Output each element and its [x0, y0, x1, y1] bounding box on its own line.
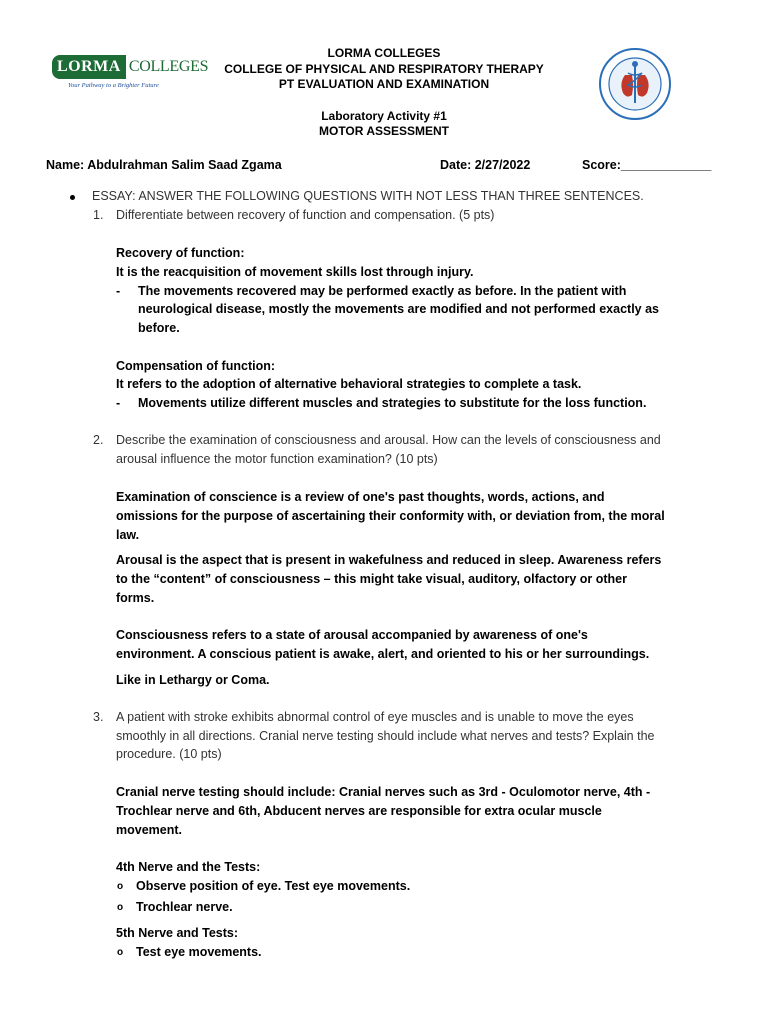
bullet-icon: [70, 195, 75, 200]
q1-recovery-point-line2: neurological disease, mostly the movements are modified and not performed exactly as: [138, 302, 659, 316]
q2-answer2-line3: forms.: [116, 591, 155, 605]
course-name: PT EVALUATION AND EXAMINATION: [278, 77, 490, 91]
q3-nerve5-bullet1: o: [117, 947, 124, 958]
school-name: LORMA COLLEGES: [327, 46, 441, 60]
q2-answer3-line2: environment. A conscious patient is awake, alert, and oriented to his or her surroundings.: [116, 647, 650, 661]
logo-tagline: Your Pathway to a Brighter Future: [68, 82, 159, 89]
q2-answer2-line2: to the “content” of consciousness – this might take visual, auditory, olfactory or other: [116, 572, 627, 586]
q1-compensation-definition: It refers to the adoption of alternative behavioral strategies to complete a task.: [116, 377, 582, 391]
q2-question-line2: arousal influence the motor function examination? (10 pts): [116, 452, 438, 466]
activity-subject: MOTOR ASSESSMENT: [318, 124, 449, 138]
q3-nerve5-heading: 5th Nerve and Tests:: [116, 926, 239, 940]
q1-recovery-definition: It is the reacquisition of movement skills lost through injury.: [116, 265, 474, 279]
q3-nerve4-bullet1: o: [117, 881, 124, 892]
q1-compensation-heading: Compensation of function:: [116, 359, 276, 373]
college-name: COLLEGE OF PHYSICAL AND RESPIRATORY THERAPY: [224, 62, 544, 76]
q1-question: Differentiate between recovery of function and compensation. (5 pts): [116, 208, 495, 222]
q1-recovery-point-line3: before.: [138, 321, 180, 335]
q3-answer1-line1: Cranial nerve testing should include: Cranial nerves such as 3rd - Oculomotor nerve, 4th -: [116, 785, 651, 799]
q2-number: 2.: [93, 433, 104, 447]
q3-nerve5-item1: Test eye movements.: [136, 945, 262, 959]
logo-colleges-text: COLLEGES: [128, 58, 209, 75]
activity-title: Laboratory Activity #1: [321, 109, 447, 123]
q1-number: 1.: [93, 208, 104, 222]
q2-answer1-line2: omissions for the purpose of ascertaining their conformity with, or deviation from, the moral: [116, 509, 665, 523]
q2-answer1-line3: law.: [116, 528, 140, 542]
q3-nerve4-item1: Observe position of eye. Test eye movements.: [136, 879, 411, 893]
q2-answer1-line1: Examination of conscience is a review of one's past thoughts, words, actions, and: [116, 490, 605, 504]
q1-recovery-dash: -: [116, 284, 121, 298]
q3-nerve4-heading: 4th Nerve and the Tests:: [116, 860, 261, 874]
q2-question-line1: Describe the examination of consciousness and arousal. How can the levels of consciousness and: [116, 433, 661, 447]
q1-recovery-heading: Recovery of function:: [116, 246, 245, 260]
q2-answer3-line1: Consciousness refers to a state of arousal accompanied by awareness of one's: [116, 628, 588, 642]
logo-lorma-text: LORMA: [52, 55, 126, 79]
q3-answer1-line2: Trochlear nerve and 6th, Abducent nerves are responsible for extra ocular muscle: [116, 804, 602, 818]
q3-question-line2: smoothly in all directions. Cranial nerve testing should include what nerves and tests? Explain the: [116, 729, 655, 743]
student-name: Name: Abdulrahman Salim Saad Zgama: [46, 158, 282, 172]
activity-date: Date: 2/27/2022: [440, 158, 531, 172]
q3-nerve4-item2: Trochlear nerve.: [136, 900, 233, 914]
q3-question-line3: procedure. (10 pts): [116, 747, 222, 761]
q1-compensation-point: Movements utilize different muscles and strategies to substitute for the loss function.: [138, 396, 647, 410]
q3-answer1-line3: movement.: [116, 823, 182, 837]
q2-answer4: Like in Lethargy or Coma.: [116, 673, 270, 687]
q1-compensation-dash: -: [116, 396, 121, 410]
q2-answer2-line1: Arousal is the aspect that is present in wakefulness and reduced in sleep. Awareness refers: [116, 553, 662, 567]
q3-number: 3.: [93, 710, 104, 724]
score-field: Score:_____________: [582, 158, 712, 172]
q3-question-line1: A patient with stroke exhibits abnormal control of eye muscles and is unable to move the eyes: [116, 710, 634, 724]
instruction-text: ESSAY: ANSWER THE FOLLOWING QUESTIONS WITH NOT LESS THAN THREE SENTENCES.: [92, 189, 644, 203]
q1-recovery-point-line1: The movements recovered may be performed exactly as before. In the patient with: [138, 284, 627, 298]
q3-nerve4-bullet2: o: [117, 902, 124, 913]
